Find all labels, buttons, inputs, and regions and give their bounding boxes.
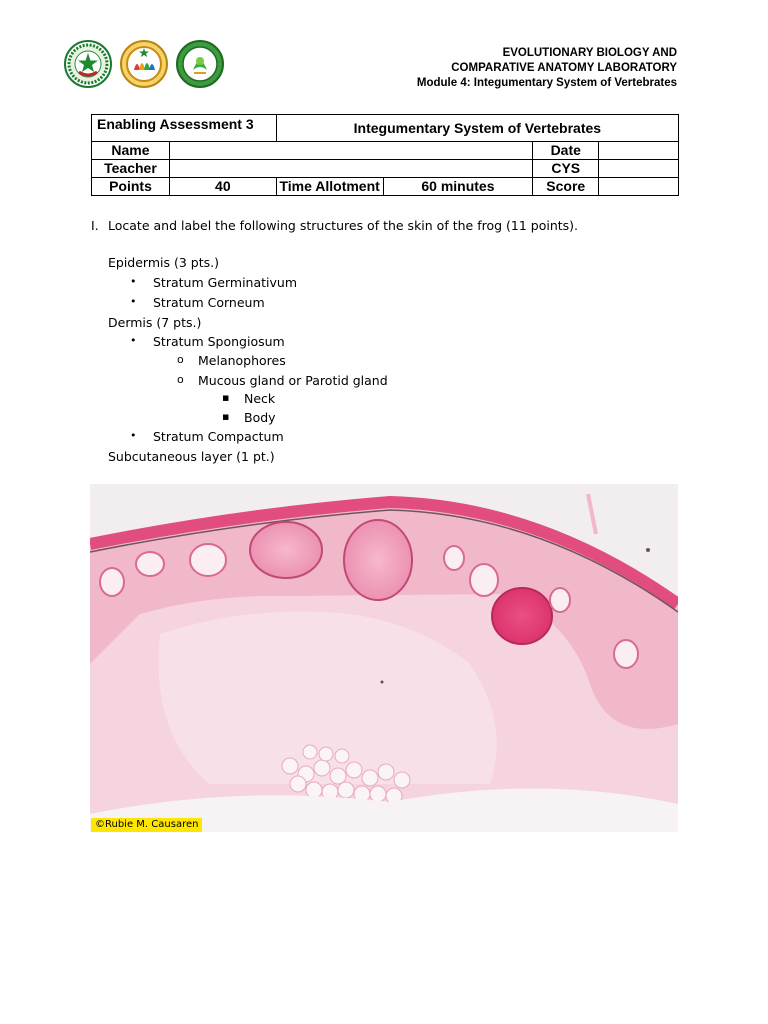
date-field[interactable] — [599, 142, 679, 160]
subcutaneous-heading: Subcutaneous layer (1 pt.) — [108, 449, 275, 464]
teacher-field[interactable] — [169, 160, 532, 178]
score-label: Score — [533, 178, 599, 196]
dermis-heading: Dermis (7 pts.) — [108, 315, 202, 330]
topic-title-cell: Integumentary System of Vertebrates — [276, 115, 678, 142]
assessment-title-cell: Enabling Assessment 3 — [92, 115, 277, 142]
cys-label: CYS — [533, 160, 599, 178]
header-module-line: Module 4: Integumentary System of Vertebrates — [416, 77, 677, 89]
bullet-circle: o — [177, 373, 184, 386]
bullet-circle: o — [177, 353, 184, 366]
college-seal-icon — [120, 40, 168, 88]
neck-item: Neck — [244, 391, 276, 406]
bullet-square: ▪ — [222, 410, 230, 423]
points-value: 40 — [169, 178, 276, 196]
gland-item: Mucous gland or Parotid gland — [198, 373, 388, 388]
header-title-line1: EVOLUTIONARY BIOLOGY AND — [502, 47, 677, 59]
instruction-text: Locate and label the following structures of the skin of the frog (11 points). — [108, 218, 579, 233]
bullet-disc: • — [130, 429, 137, 442]
corneum-item: Stratum Corneum — [153, 295, 265, 310]
bullet-square: ▪ — [222, 391, 230, 404]
cys-field[interactable] — [599, 160, 679, 178]
name-label: Name — [92, 142, 170, 160]
melanophores-item: Melanophores — [198, 353, 286, 368]
epidermis-heading: Epidermis (3 pts.) — [108, 255, 219, 270]
spongiosum-item: Stratum Spongiosum — [153, 334, 285, 349]
bullet-disc: • — [130, 295, 137, 308]
assessment-info-table — [91, 114, 679, 196]
time-allotment-label: Time Allotment — [276, 178, 383, 196]
germinativum-item: Stratum Germinativum — [153, 275, 298, 290]
teacher-label: Teacher — [92, 160, 170, 178]
score-field[interactable] — [599, 178, 679, 196]
department-seal-icon — [176, 40, 224, 88]
document-header — [417, 46, 677, 91]
name-field[interactable] — [169, 142, 532, 160]
time-allotment-value: 60 minutes — [383, 178, 533, 196]
item-number: I. — [91, 218, 99, 233]
bullet-disc: • — [130, 334, 137, 347]
logo-group — [64, 40, 224, 88]
frog-skin-micrograph — [90, 484, 678, 832]
header-title-line2: COMPARATIVE ANATOMY LABORATORY — [451, 62, 677, 74]
body-item: Body — [244, 410, 276, 425]
university-seal-icon — [64, 40, 112, 88]
compactum-item: Stratum Compactum — [153, 429, 284, 444]
date-label: Date — [533, 142, 599, 160]
points-label: Points — [92, 178, 170, 196]
bullet-disc: • — [130, 275, 137, 288]
image-credit: ©Rubie M. Causaren — [91, 818, 202, 832]
